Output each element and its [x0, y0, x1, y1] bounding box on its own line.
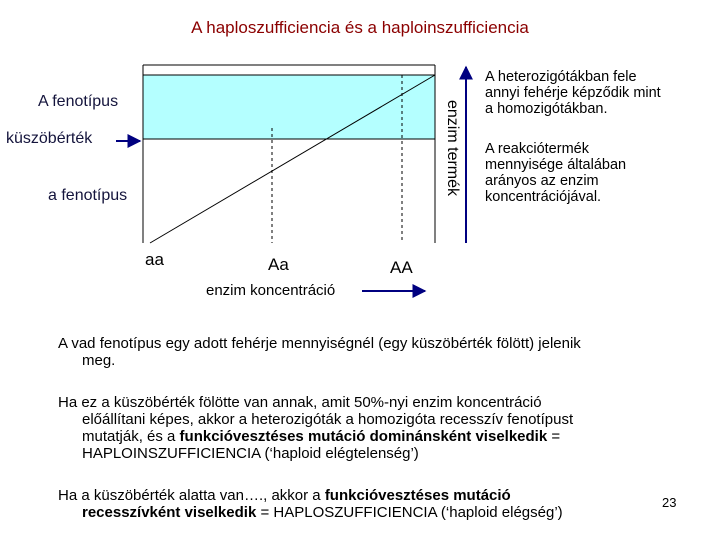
y-axis-label: enzim termék — [444, 100, 461, 197]
para-text: = — [547, 428, 561, 445]
reaction-note — [485, 141, 626, 205]
para-line: előállítani képes, akkor a heterozigóták a homozigóta recesszív fenotípust — [82, 411, 574, 428]
note-line: A heterozigótákban fele — [485, 69, 637, 85]
para-line: meg. — [82, 352, 116, 369]
para-line: HAPLOINSZUFFICIENCIA (‘haploid elégtelenség’) — [82, 445, 419, 462]
para-emphasis: funkcióvesztéses mutáció dominánsként viselkedik — [179, 428, 548, 445]
page-title: A haploszufficiencia és a haploinszufficiencia — [191, 18, 529, 37]
x-axis-label: enzim koncentráció — [206, 282, 336, 299]
para-line — [58, 428, 573, 445]
A-phenotype-label: A fenotípus — [38, 93, 119, 110]
genotype-aa-label: aa — [145, 250, 164, 269]
para-emphasis: recesszívként viselkedik — [82, 504, 257, 521]
para-line: A vad fenotípus egy adott fehérje mennyiségnél (egy küszöbérték fölött) jelenik — [58, 335, 581, 352]
note-line: koncentrációjával. — [485, 189, 602, 205]
paragraph-wild-phenotype — [58, 335, 581, 369]
note-line: A reakciótermék — [485, 141, 589, 157]
note-line: annyi fehérje képződik mint — [485, 85, 661, 101]
page-number: 23 — [662, 495, 677, 510]
wild-phenotype-band — [143, 75, 435, 139]
para-text: mutatják, és a — [82, 428, 180, 445]
paragraph-haploinsufficiency — [58, 394, 573, 462]
note-line: a homozigótákban. — [485, 101, 608, 117]
para-line — [58, 504, 563, 521]
para-line: Ha ez a küszöbérték fölötte van annak, amit 50%-nyi enzim koncentráció — [58, 394, 542, 411]
heterozygote-note — [485, 69, 661, 117]
para-line — [58, 487, 511, 504]
note-line: arányos az enzim — [485, 173, 599, 189]
note-line: mennyisége általában — [485, 157, 627, 173]
para-text: = HAPLOSZUFFICIENCIA (‘haploid elégség’) — [256, 504, 563, 521]
a-phenotype-label: a fenotípus — [48, 187, 128, 204]
para-text: Ha a küszöbérték alatta van…., akkor a — [58, 487, 325, 504]
genotype-AA-label: AA — [390, 258, 413, 277]
genotype-Aa-label: Aa — [268, 255, 289, 274]
para-emphasis: funkcióvesztéses mutáció — [324, 487, 511, 504]
threshold-label: küszöbérték — [6, 130, 93, 147]
paragraph-haplosufficiency — [58, 487, 563, 521]
